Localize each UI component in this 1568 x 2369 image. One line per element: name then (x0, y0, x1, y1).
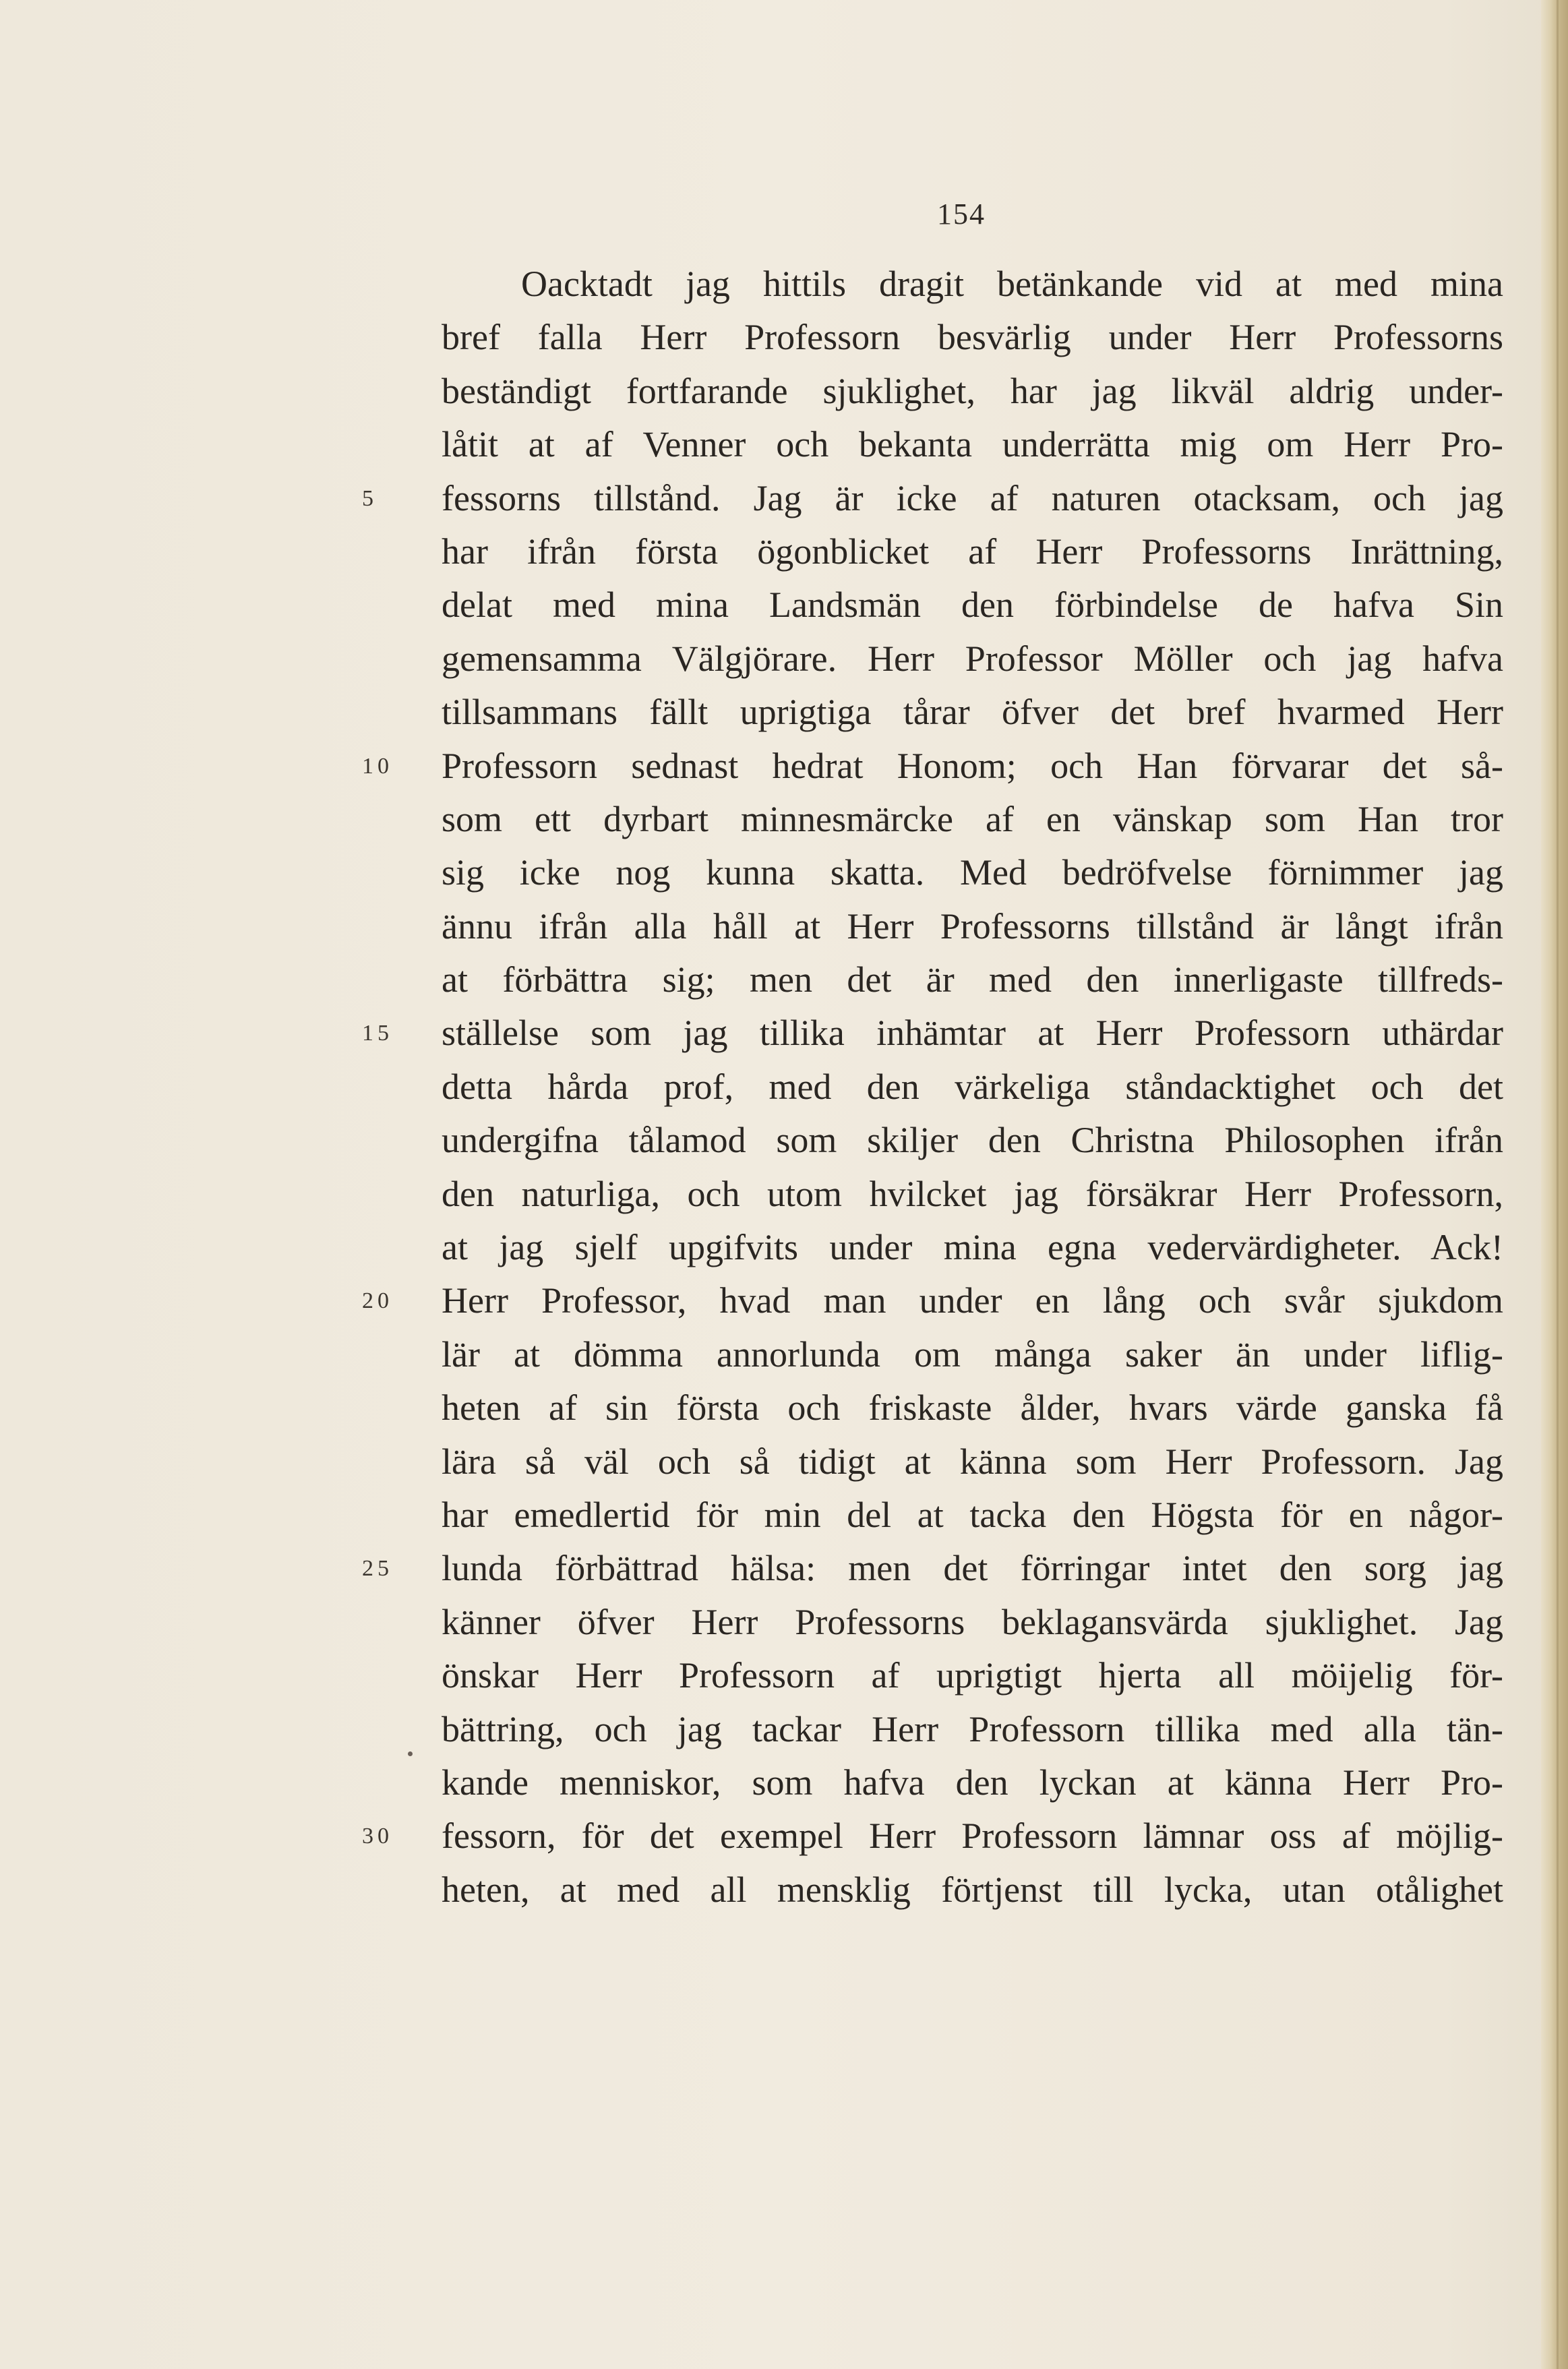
line-text: ställelse som jag tillika inhämtar at Herr Professorn uthärdar (442, 1013, 1503, 1054)
line-number: 5 (362, 485, 378, 511)
text-line (362, 472, 1503, 525)
text-line (442, 793, 1503, 846)
line-text: gemensamma Välgjörare. Herr Professor Möller och jag hafva (442, 638, 1503, 679)
text-line (442, 525, 1503, 578)
line-number: 20 (362, 1288, 393, 1314)
text-line (442, 1649, 1503, 1702)
line-text: delat med mina Landsmän den förbindelse de hafva Sin (442, 584, 1503, 626)
line-number: 25 (362, 1556, 393, 1582)
text-line (442, 1489, 1503, 1542)
text-line (442, 311, 1503, 364)
line-text: ännu ifrån alla håll at Herr Professorns tillstånd är långt ifrån (442, 905, 1503, 947)
line-number: 30 (362, 1824, 393, 1849)
line-text: Herr Professor, hvad man under en lång och svår sjukdom (442, 1280, 1503, 1321)
line-number: 10 (362, 753, 393, 779)
line-text: har emedlertid för min del at tacka den Högsta för en någor- (442, 1494, 1503, 1535)
line-text: heten, at med all mensklig förtjenst till lycka, utan otålighet (442, 1869, 1503, 1910)
page-edge (1541, 0, 1568, 2369)
text-line (362, 1809, 1503, 1863)
line-text: som ett dyrbart minnesmärcke af en vänskap som Han tror (442, 798, 1503, 839)
text-line (442, 1381, 1503, 1435)
text-line (362, 1007, 1503, 1060)
line-text: låtit at af Venner och bekanta underrätta mig om Herr Pro- (442, 424, 1503, 465)
text-line (362, 1542, 1503, 1595)
line-text: bref falla Herr Professorn besvärlig under Herr Professorns (442, 317, 1503, 358)
line-text: beständigt fortfarande sjuklighet, har jag likväl aldrig under- (442, 370, 1503, 411)
text-line (442, 953, 1503, 1007)
line-number: 15 (362, 1021, 393, 1046)
text-line (442, 1435, 1503, 1489)
line-text: at jag sjelf upgifvits under mina egna vedervärdigheter. Ack! (442, 1227, 1503, 1268)
text-line (442, 1114, 1503, 1167)
line-text: tillsammans fällt uprigtiga tårar öfver det bref hvarmed Herr (442, 692, 1503, 733)
line-text: fessorn, för det exempel Herr Professorn lämnar oss af möjlig- (442, 1816, 1503, 1857)
text-line (442, 686, 1503, 739)
line-text: lära så väl och så tidigt at känna som Herr Professorn. Jag (442, 1441, 1503, 1482)
text-line (362, 1274, 1503, 1327)
text-line (442, 365, 1503, 418)
text-line (442, 418, 1503, 471)
line-text: fessorns tillstånd. Jag är icke af naturen otacksam, och jag (442, 477, 1503, 518)
line-text: detta hårda prof, med den värkeliga ståndacktighet och det (442, 1066, 1503, 1107)
page-number: 154 (937, 198, 986, 231)
ink-speck (408, 1751, 413, 1756)
line-text: har ifrån första ögonblicket af Herr Professorns Inrättning, (442, 531, 1503, 572)
line-text: den naturliga, och utom hvilcket jag försäkrar Herr Professorn, (442, 1173, 1503, 1214)
text-line (442, 900, 1503, 953)
line-text: känner öfver Herr Professorns beklagansvärda sjuklighet. Jag (442, 1601, 1503, 1642)
text-line (442, 846, 1503, 899)
line-text: at förbättra sig; men det är med den innerligaste tillfreds- (442, 959, 1503, 1000)
text-line (442, 1596, 1503, 1649)
text-line (362, 740, 1503, 793)
line-text: önskar Herr Professorn af uprigtigt hjerta all möijelig för- (442, 1655, 1503, 1696)
text-line (442, 1703, 1503, 1756)
text-line (442, 1328, 1503, 1381)
line-text: heten af sin första och friskaste ålder, hvars värde ganska få (442, 1387, 1503, 1429)
text-line (442, 1168, 1503, 1221)
text-line (442, 258, 1503, 311)
body-text (362, 258, 1503, 1917)
line-text: lunda förbättrad hälsa: men det förringar intet den sorg jag (442, 1548, 1503, 1589)
page-edge-shadow (1557, 0, 1559, 2369)
line-text: sig icke nog kunna skatta. Med bedröfvelse förnimmer jag (442, 852, 1503, 893)
line-text: lär at dömma annorlunda om många saker än under liflig- (442, 1333, 1503, 1375)
text-line (442, 1060, 1503, 1114)
line-text: bättring, och jag tackar Herr Professorn tillika med alla tän- (442, 1708, 1503, 1749)
line-text: kande menniskor, som hafva den lyckan at känna Herr Pro- (442, 1762, 1503, 1803)
text-line (442, 1863, 1503, 1917)
line-text: Oacktadt jag hittils dragit betänkande vid at med mina (521, 264, 1503, 304)
text-line (442, 578, 1503, 632)
text-line (442, 1221, 1503, 1274)
line-text: Professorn sednast hedrat Honom; och Han förvarar det så- (442, 745, 1503, 786)
text-line (442, 1756, 1503, 1809)
text-line (442, 632, 1503, 686)
line-text: undergifna tålamod som skiljer den Christna Philosophen ifrån (442, 1120, 1503, 1161)
